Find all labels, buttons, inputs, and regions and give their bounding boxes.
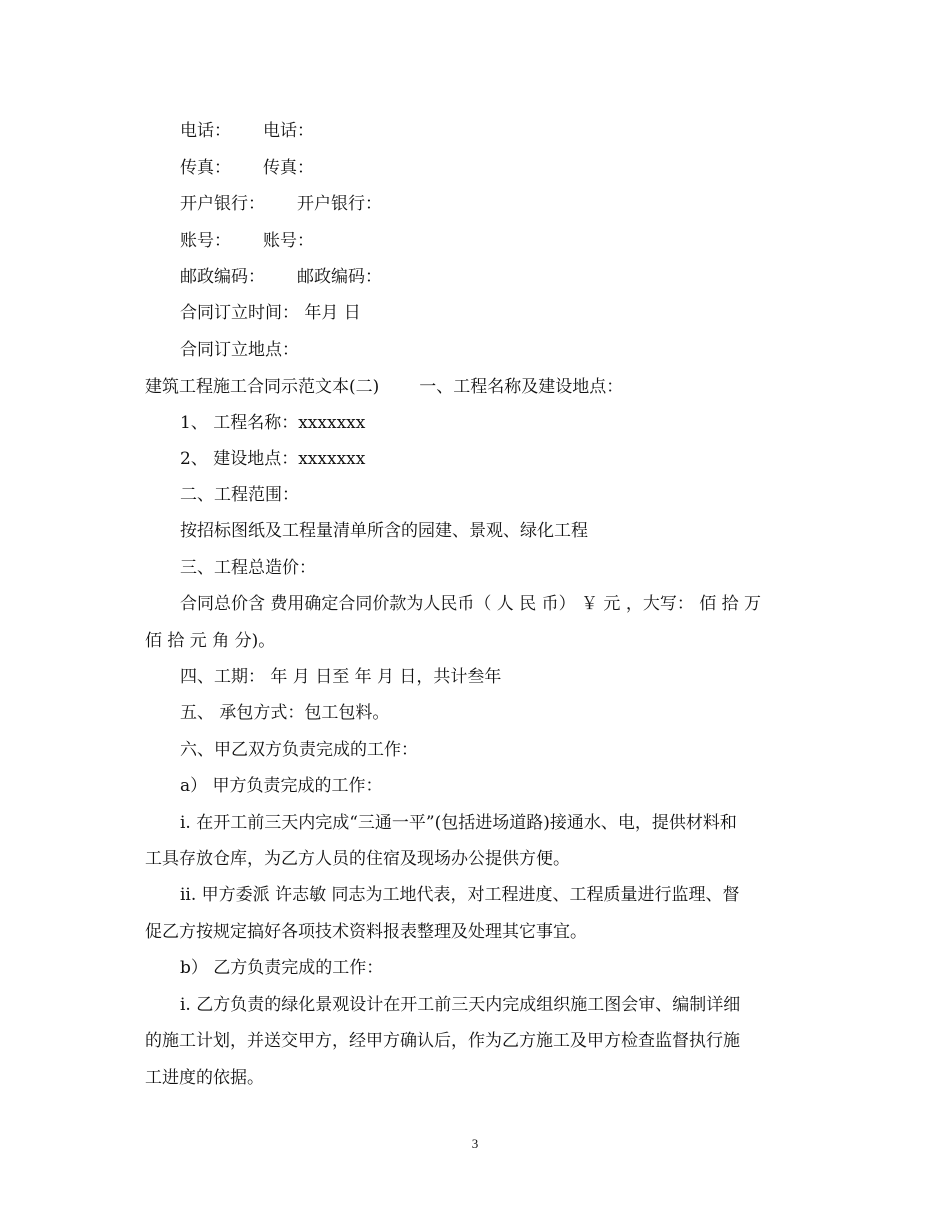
account-label-b: 账号： xyxy=(263,231,314,251)
sign-place: 合同订立地点： xyxy=(180,340,299,360)
scope-text: 按招标图纸及工程量清单所含的园建、景观、绿化工程 xyxy=(180,521,588,541)
party-a-title: a） 甲方负责完成的工作： xyxy=(180,776,383,796)
party-a-item-ii-line-1: ii. 甲方委派 许志敏 同志为工地代表，对工程进度、工程质量进行监理、督 xyxy=(180,885,740,905)
section-title-row xyxy=(145,376,623,398)
phone-label-b: 电话： xyxy=(263,121,314,141)
party-a-item-ii-line-2: 促乙方按规定搞好各项技术资料报表整理及处理其它事宜。 xyxy=(145,922,587,942)
postcode-label-b: 邮政编码： xyxy=(297,267,382,287)
postcode-label-a: 邮政编码： xyxy=(180,267,265,287)
fax-label-b: 传真： xyxy=(263,158,314,178)
page-number: 3 xyxy=(471,1136,479,1151)
item-project-name: 1、 工程名称：xxxxxxx xyxy=(180,413,366,433)
price-text-line-1: 合同总价含 费用确定合同价款为人民币（ 人 民 币） ￥ 元 ，大写： 佰 拾 万 xyxy=(180,594,762,614)
item-project-location: 2、 建设地点：xxxxxxx xyxy=(180,449,366,469)
heading-project-name: 一、工程名称及建设地点： xyxy=(419,377,624,397)
section-title: 建筑工程施工合同示范文本(二) xyxy=(145,377,380,397)
party-b-item-i-line-2: 的施工计划，并送交甲方，经甲方确认后，作为乙方施工及甲方检查监督执行施 xyxy=(145,1031,740,1051)
party-b-item-i-line-1: i. 乙方负责的绿化景观设计在开工前三天内完成组织施工图会审、编制详细 xyxy=(180,995,741,1015)
heading-total-price: 三、工程总造价： xyxy=(180,558,316,578)
price-text-line-2: 佰 拾 元 角 分)。 xyxy=(145,631,276,651)
contact-row-postcode xyxy=(180,266,382,288)
sign-time: 合同订立时间： 年月 日 xyxy=(180,303,361,323)
heading-duration: 四、工期： 年 月 日至 年 月 日，共计叁年 xyxy=(180,667,502,687)
contact-row-bank xyxy=(180,193,382,215)
bank-label-a: 开户银行： xyxy=(180,194,265,214)
phone-label-a: 电话： xyxy=(180,121,231,141)
heading-contract-mode: 五、 承包方式：包工包料。 xyxy=(180,703,390,723)
account-label-a: 账号： xyxy=(180,231,231,251)
fax-label-a: 传真： xyxy=(180,158,231,178)
party-a-item-i-line-1: i. 在开工前三天内完成“三通一平”(包括进场道路)接通水、电，提供材料和 xyxy=(180,813,737,833)
heading-responsibilities: 六、甲乙双方负责完成的工作： xyxy=(180,740,418,760)
heading-scope: 二、工程范围： xyxy=(180,485,299,505)
contact-row-account xyxy=(180,230,314,252)
party-b-title: b） 乙方负责完成的工作： xyxy=(180,958,384,978)
party-b-item-i-line-3: 工进度的依据。 xyxy=(145,1068,264,1088)
party-a-item-i-line-2: 工具存放仓库，为乙方人员的住宿及现场办公提供方便。 xyxy=(145,849,570,869)
contact-row-phone xyxy=(180,120,314,142)
contact-row-fax xyxy=(180,157,314,179)
bank-label-b: 开户银行： xyxy=(297,194,382,214)
